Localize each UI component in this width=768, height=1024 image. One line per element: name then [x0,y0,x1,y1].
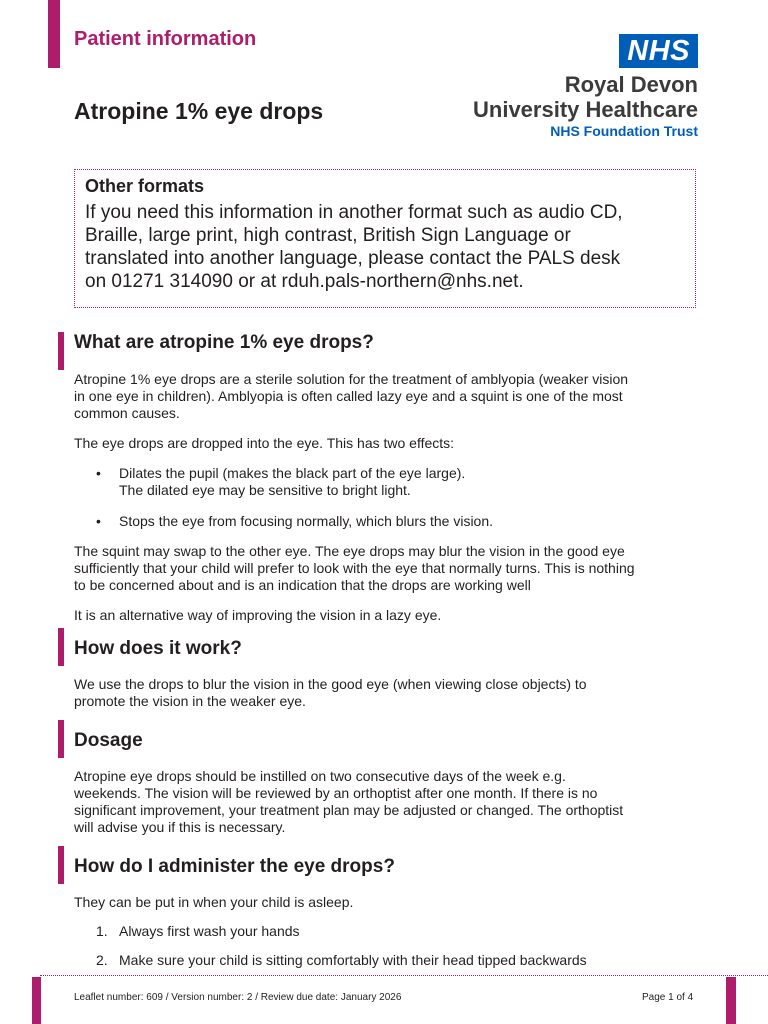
numbered-list [74,923,704,969]
page-title: Atropine 1% eye drops [74,98,324,124]
bullet-line: • Dilates the pupil (makes the black part of the eye large). [119,465,466,481]
other-formats-text [85,201,685,293]
other-formats-line: If you need this information in another format such as audio CD, [85,202,623,223]
section-accent-bar [58,846,64,884]
numbered-item [96,952,704,969]
patient-information-label: Patient information [74,28,257,50]
other-formats-line: translated into another language, please contact the PALS desk [85,248,621,269]
bullet-item: • Stops the eye from focusing normally, which blurs the vision. [96,513,704,530]
section-heading: How do I administer the eye drops? [74,856,395,877]
footer-accent-bar-right [726,977,736,1024]
paragraph-line: common causes. [74,405,180,421]
section-how-does-it-work [74,628,704,710]
section-dosage [74,720,704,836]
step-text: Always first wash your hands [119,923,300,939]
paragraph-line: in one eye in children). Amblyopia is often called lazy eye and a squint is one of the most [74,388,623,404]
bullet-list [74,465,704,530]
page-number: Page 1 of 4 [642,992,694,1003]
footer-divider [40,975,768,976]
other-formats-line: Braille, large print, high contrast, British Sign Language or [85,225,571,246]
section-accent-bar [58,720,64,758]
bullet-item [96,465,704,499]
bullet-line: The dilated eye may be sensitive to bright light. [119,482,411,498]
paragraph: The eye drops are dropped into the eye. This has two effects: [74,435,455,451]
paragraph-line: Atropine 1% eye drops are a sterile solution for the treatment of amblyopia (weaker vision [74,371,629,387]
section-heading: What are atropine 1% eye drops? [74,332,374,353]
other-formats-line: on 01271 314090 or at rduh.pals-northern@nhs.net. [85,271,524,292]
trust-name-line1: Royal Devon [564,72,698,97]
step-number: 1. [96,923,108,939]
leaflet-info: Leaflet number: 609 / Version number: 2 / Review due date: January 2026 [74,992,402,1003]
section-what-are-atropine [74,332,704,624]
trust-name-line2: University Healthcare [473,97,698,122]
nhs-logo-box: NHS [619,34,698,68]
step-number: 2. [96,952,108,968]
paragraph: It is an alternative way of improving the vision in a lazy eye. [74,607,442,623]
footer-accent-bar-left [32,977,41,1024]
numbered-item [96,923,704,940]
paragraph-line: to be concerned about and is an indication that the drops are working well [74,577,531,593]
section-accent-bar [58,628,64,666]
paragraph [74,543,704,594]
paragraph [74,768,704,836]
paragraph-line: We use the drops to blur the vision in the good eye (when viewing close objects) to [74,676,587,692]
paragraph-line: Atropine eye drops should be instilled on two consecutive days of the week e.g. [74,768,566,784]
paragraph-line: promote the vision in the weaker eye. [74,693,306,709]
other-formats-box [74,169,696,308]
section-how-to-administer [74,846,704,969]
paragraph [74,371,704,422]
step-text: Make sure your child is sitting comfortably with their head tipped backwards [119,952,587,968]
paragraph-line: significant improvement, your treatment plan may be adjusted or changed. The orthoptist [74,802,624,818]
section-accent-bar [58,332,64,370]
paragraph-line: sufficiently that your child will prefer to look with the eye that normally turns. This is nothing [74,560,635,576]
paragraph: They can be put in when your child is asleep. [74,894,354,910]
paragraph-line: The squint may swap to the other eye. The eye drops may blur the vision in the good eye [74,543,625,559]
section-heading: Dosage [74,730,143,751]
paragraph [74,676,704,710]
paragraph-line: will advise you if this is necessary. [74,819,286,835]
header-accent-bar [48,0,60,68]
other-formats-title: Other formats [85,176,205,196]
paragraph-line: weekends. The vision will be reviewed by an orthoptist after one month. If there is no [74,785,598,801]
nhs-trust-logo [473,34,698,140]
section-heading: How does it work? [74,638,242,659]
trust-name-line3: NHS Foundation Trust [550,123,698,139]
